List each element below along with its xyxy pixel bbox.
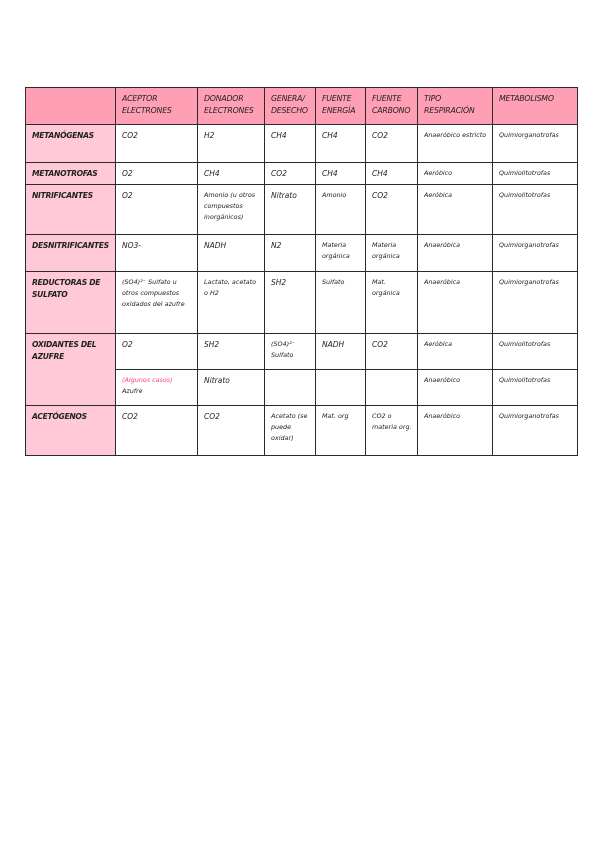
table-row: [26, 406, 578, 456]
cell: [316, 370, 366, 406]
cell: Quimiorganotrofas: [493, 272, 578, 334]
cell: CH4: [198, 163, 265, 185]
cell: Mat. orgánica: [366, 272, 418, 334]
row-header: OXIDANTES DEL AZUFRE: [26, 334, 116, 406]
cell: Anaeróbico: [418, 406, 493, 456]
cell: Quimiorganotrofas: [493, 235, 578, 272]
cell: NO3-: [116, 235, 198, 272]
cell: Nitrato: [265, 185, 316, 235]
cell: CH4: [316, 125, 366, 163]
header-cell: TIPO RESPIRACIÓN: [418, 88, 493, 125]
row-header: NITRIFICANTES: [26, 185, 116, 235]
cell: CO2: [116, 406, 198, 456]
cell: Quimiolitotrofas: [493, 163, 578, 185]
cell: Anaeróbico estricto: [418, 125, 493, 163]
cell: Aeróbica: [418, 334, 493, 370]
cell: CO2: [366, 125, 418, 163]
cell: Quimiorganotrofas: [493, 125, 578, 163]
cell: (SO4)²⁻ Sulfato u otros compuestos oxidados del azufre: [116, 272, 198, 334]
cell: Anaeróbica: [418, 235, 493, 272]
cell-text: Azufre: [122, 387, 143, 396]
cell: Acetato (se puede oxidar): [265, 406, 316, 456]
cell: (SO4)²⁻ Sulfato: [265, 334, 316, 370]
header-cell: GENERA/ DESECHO: [265, 88, 316, 125]
table-row: [26, 185, 578, 235]
cell: CH4: [316, 163, 366, 185]
cell: [366, 370, 418, 406]
row-header: DESNITRIFICANTES: [26, 235, 116, 272]
cell: CH4: [366, 163, 418, 185]
cell: Nitrato: [198, 370, 265, 406]
row-header: METANÓGENAS: [26, 125, 116, 163]
cell: NADH: [198, 235, 265, 272]
cell: Quimiorganotrofas: [493, 406, 578, 456]
cell: O2: [116, 163, 198, 185]
cell: SH2: [198, 334, 265, 370]
row-header: ACETÓGENOS: [26, 406, 116, 456]
row-header: REDUCTORAS DE SULFATO: [26, 272, 116, 334]
header-cell: ACEPTOR ELECTRONES: [116, 88, 198, 125]
cell: Lactato, acetato o H2: [198, 272, 265, 334]
cell: SH2: [265, 272, 316, 334]
cell: [265, 370, 316, 406]
table-row: [26, 235, 578, 272]
header-cell: DONADOR ELECTRONES: [198, 88, 265, 125]
cell: CO2: [198, 406, 265, 456]
cell: Materia orgánica: [316, 235, 366, 272]
cell: CO2: [366, 334, 418, 370]
cell: CO2 o materia org.: [366, 406, 418, 456]
table-row: [26, 163, 578, 185]
cell: Mat. org: [316, 406, 366, 456]
cell: Quimiolitotrofas: [493, 370, 578, 406]
cell: O2: [116, 334, 198, 370]
header-cell: FUENTE ENERGÍA: [316, 88, 366, 125]
cell: [116, 370, 198, 406]
header-cell: [26, 88, 116, 125]
table-row: [26, 272, 578, 334]
cell: Sulfato: [316, 272, 366, 334]
header-cell: FUENTE CARBONO: [366, 88, 418, 125]
cell: CH4: [265, 125, 316, 163]
table-row: [26, 334, 578, 370]
metabolism-table: [25, 87, 578, 456]
cell: Quimiolitotrofas: [493, 185, 578, 235]
cell: Anaeróbica: [418, 272, 493, 334]
row-header: METANOTROFAS: [26, 163, 116, 185]
cell: CO2: [265, 163, 316, 185]
header-cell: METABOLISMO: [493, 88, 578, 125]
cell: CO2: [366, 185, 418, 235]
header-row: [26, 88, 578, 125]
cell: Materia orgánica: [366, 235, 418, 272]
note-text: (Algunos casos): [122, 376, 173, 384]
cell: NADH: [316, 334, 366, 370]
cell: Quimiolitotrofas: [493, 334, 578, 370]
cell: CO2: [116, 125, 198, 163]
cell: Aeróbico: [418, 163, 493, 185]
cell: Amonio: [316, 185, 366, 235]
cell: O2: [116, 185, 198, 235]
cell: Amonio (u otros compuestos inorgánicos): [198, 185, 265, 235]
cell: Anaeróbico: [418, 370, 493, 406]
cell: Aeróbica: [418, 185, 493, 235]
table-row: [26, 125, 578, 163]
cell: N2: [265, 235, 316, 272]
cell: H2: [198, 125, 265, 163]
